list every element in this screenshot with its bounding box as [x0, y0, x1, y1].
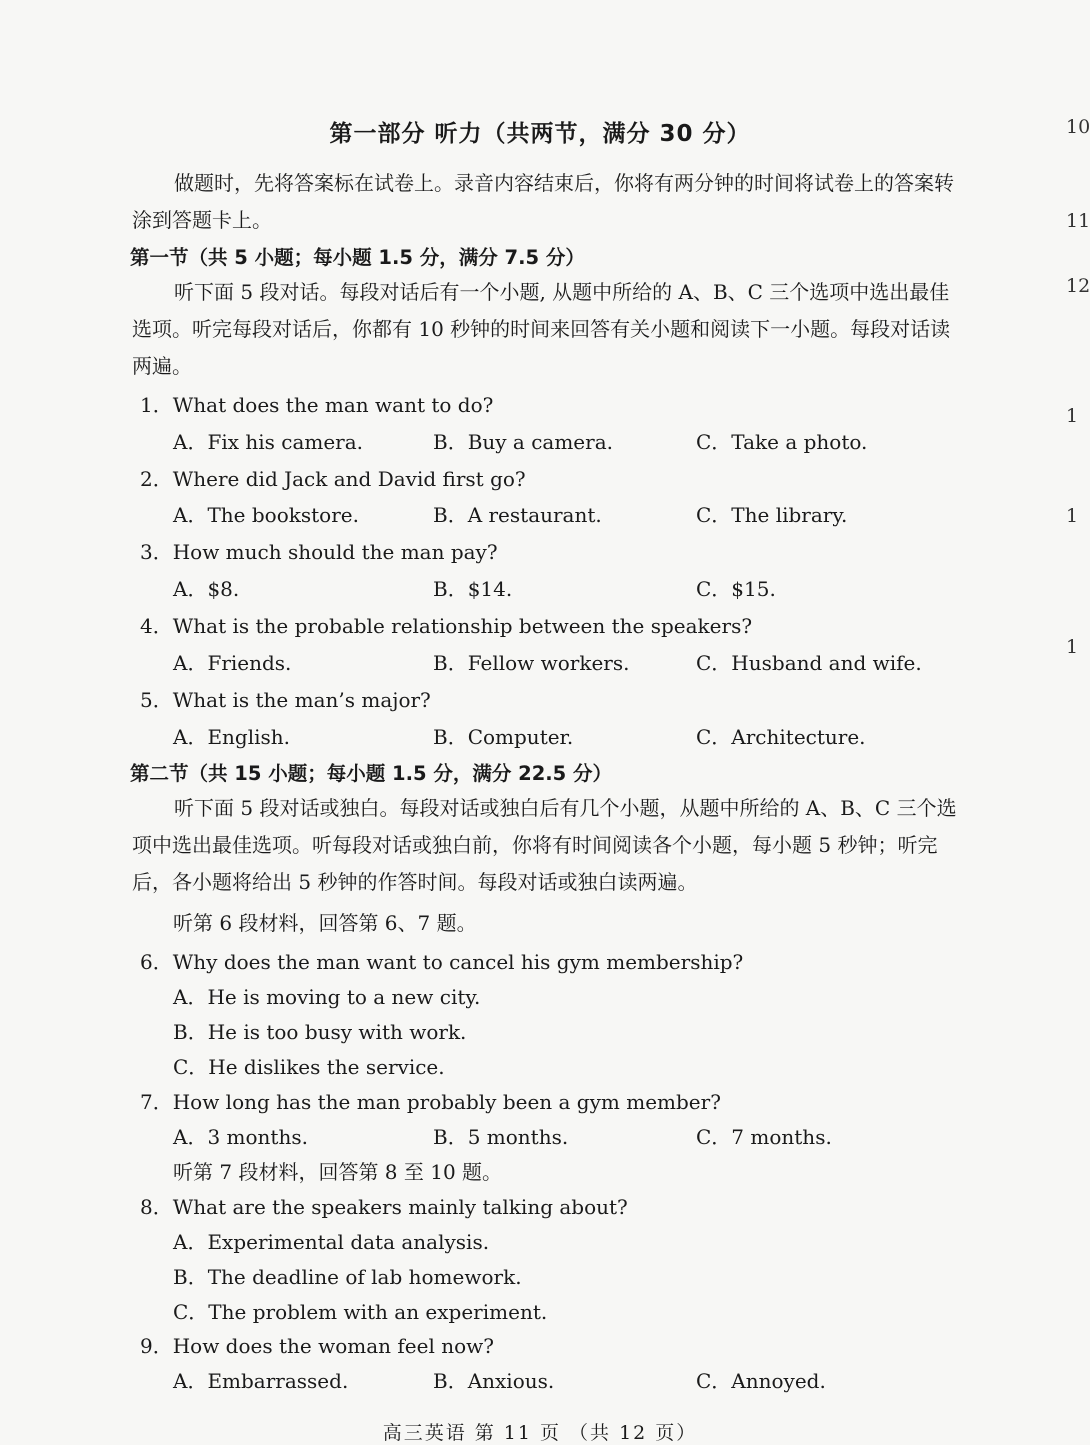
q6-option-b: B．He is too busy with work.	[173, 1020, 467, 1044]
section1-instruction: 听下面 5 段对话。每段对话后有一个小题, 从题中所给的 A、B、C 三个选项中选出最佳选项。听完每段对话后，你都有 10 秒钟的时间来回答有关小题和阅读下一小题。每段对话读两遍。	[132, 280, 951, 378]
q8-option-c: C．The problem with an experiment.	[173, 1300, 548, 1324]
intro-paragraph: 做题时，先将答案标在试卷上。录音内容结束后，你将有两分钟的时间将试卷上的答案转涂到答题卡上。	[132, 171, 954, 232]
edge-number: 12	[1066, 275, 1090, 297]
q9-option-b: B．Anxious.	[433, 1369, 555, 1393]
q2-option-a: A．The bookstore.	[173, 503, 359, 527]
question-8: 8．What are the speakers mainly talking about?	[140, 1195, 628, 1219]
q7-option-c: C．7 months.	[696, 1125, 832, 1149]
q3-option-b: B．$14.	[433, 577, 513, 601]
q3-option-a: A．$8.	[173, 577, 240, 601]
section2-instruction: 听下面 5 段对话或独白。每段对话或独白后有几个小题，从题中所给的 A、B、C 三个选项中选出最佳选项。听每段对话或独白前，你将有时间阅读各个小题，每小题 5 秒钟；听完后，各小题将给出 5 秒钟的作答时间。每段对话或独白读两遍。	[132, 796, 957, 894]
edge-number: 1	[1066, 636, 1079, 658]
question-9: 9．How does the woman feel now?	[140, 1334, 494, 1358]
q9-option-a: A．Embarrassed.	[173, 1369, 349, 1393]
q7-option-a: A．3 months.	[173, 1125, 308, 1149]
question-3: 3．How much should the man pay?	[140, 540, 498, 564]
question-4: 4．What is the probable relationship between the speakers?	[140, 614, 753, 638]
page-title: 第一部分 听力（共两节，满分 30 分）	[329, 121, 751, 147]
q9-option-c: C．Annoyed.	[696, 1369, 826, 1393]
q1-option-b: B．Buy a camera.	[433, 430, 613, 454]
q4-option-b: B．Fellow workers.	[433, 651, 630, 675]
q2-option-b: B．A restaurant.	[433, 503, 602, 527]
q2-option-c: C．The library.	[696, 503, 848, 527]
q3-option-c: C．$15.	[696, 577, 776, 601]
question-5: 5．What is the man’s major?	[140, 688, 431, 712]
q1-option-c: C．Take a photo.	[696, 430, 868, 454]
q1-option-a: A．Fix his camera.	[173, 430, 364, 454]
q7-option-b: B．5 months.	[433, 1125, 569, 1149]
q4-option-c: C．Husband and wife.	[696, 651, 922, 675]
edge-number: 10	[1066, 116, 1090, 138]
q5-option-b: B．Computer.	[433, 725, 574, 749]
section2-heading: 第二节（共 15 小题；每小题 1.5 分，满分 22.5 分）	[130, 762, 613, 785]
q8-option-b: B．The deadline of lab homework.	[173, 1265, 522, 1289]
q4-option-a: A．Friends.	[173, 651, 292, 675]
edge-number: 1	[1066, 405, 1079, 427]
q6-option-c: C．He dislikes the service.	[173, 1055, 445, 1079]
question-2: 2．Where did Jack and David first go?	[140, 467, 526, 491]
q8-option-a: A．Experimental data analysis.	[173, 1230, 490, 1254]
question-1: 1．What does the man want to do?	[140, 393, 494, 417]
edge-number: 1	[1066, 505, 1079, 527]
material-7-note: 听第 7 段材料，回答第 8 至 10 题。	[173, 1160, 503, 1184]
q5-option-c: C．Architecture.	[696, 725, 866, 749]
section1-heading: 第一节（共 5 小题；每小题 1.5 分，满分 7.5 分）	[130, 246, 585, 269]
page-footer: 高三英语 第 11 页 （共 12 页）	[382, 1422, 698, 1444]
q5-option-a: A．English.	[173, 725, 291, 749]
question-7: 7．How long has the man probably been a gym member?	[140, 1090, 721, 1114]
material-6-note: 听第 6 段材料，回答第 6、7 题。	[173, 911, 477, 935]
edge-number: 11	[1066, 210, 1090, 232]
q6-option-a: A．He is moving to a new city.	[173, 985, 481, 1009]
question-6: 6．Why does the man want to cancel his gym membership?	[140, 950, 744, 974]
